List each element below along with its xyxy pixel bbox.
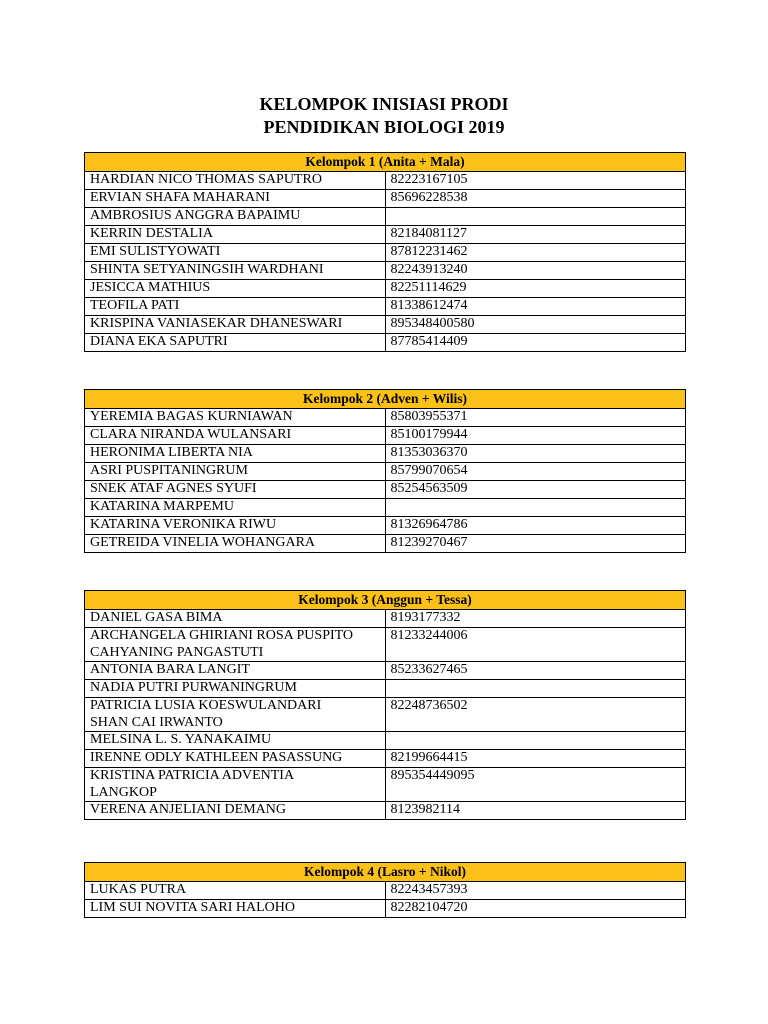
member-phone: 87785414409 — [385, 334, 686, 352]
table-row — [85, 535, 686, 553]
table-row — [85, 427, 686, 445]
page-title — [0, 93, 768, 139]
table-row — [85, 628, 686, 662]
member-name: DIANA EKA SAPUTRI — [85, 334, 386, 352]
title-line-2: PENDIDIKAN BIOLOGI 2019 — [263, 117, 505, 137]
member-name: LIM SUI NOVITA SARI HALOHO — [85, 900, 386, 918]
member-phone: 81353036370 — [385, 445, 686, 463]
member-name: JESICCA MATHIUS — [85, 280, 386, 298]
member-phone: 8123982114 — [385, 802, 686, 820]
table-row — [85, 190, 686, 208]
member-name: ARCHANGELA GHIRIANI ROSA PUSPITO CAHYANING PANGASTUTI — [85, 628, 386, 662]
member-phone: 87812231462 — [385, 244, 686, 262]
group-header-row — [85, 591, 686, 610]
member-phone — [385, 208, 686, 226]
member-phone: 82223167105 — [385, 172, 686, 190]
member-phone: 85696228538 — [385, 190, 686, 208]
table-row — [85, 262, 686, 280]
member-phone: 895354449095 — [385, 768, 686, 802]
table-row — [85, 610, 686, 628]
member-phone — [385, 680, 686, 698]
group-header-row — [85, 863, 686, 882]
group-table-1 — [84, 152, 686, 352]
table-row — [85, 226, 686, 244]
member-name: VERENA ANJELIANI DEMANG — [85, 802, 386, 820]
table-row — [85, 732, 686, 750]
group-header-row — [85, 153, 686, 172]
table-row — [85, 244, 686, 262]
member-name: ERVIAN SHAFA MAHARANI — [85, 190, 386, 208]
member-phone: 895348400580 — [385, 316, 686, 334]
member-name: KATARINA MARPEMU — [85, 499, 386, 517]
table-row — [85, 882, 686, 900]
table-row — [85, 680, 686, 698]
group-header: Kelompok 4 (Lasro + Nikol) — [85, 863, 686, 882]
member-phone: 85100179944 — [385, 427, 686, 445]
member-name: KERRIN DESTALIA — [85, 226, 386, 244]
group-header: Kelompok 3 (Anggun + Tessa) — [85, 591, 686, 610]
member-phone: 85254563509 — [385, 481, 686, 499]
member-phone: 82282104720 — [385, 900, 686, 918]
title-line-1: KELOMPOK INISIASI PRODI — [259, 94, 509, 114]
member-name: PATRICIA LUSIA KOESWULANDARI SHAN CAI IRWANTO — [85, 698, 386, 732]
member-name: GETREIDA VINELIA WOHANGARA — [85, 535, 386, 553]
table-row — [85, 698, 686, 732]
table-row — [85, 298, 686, 316]
group-header: Kelompok 1 (Anita + Mala) — [85, 153, 686, 172]
member-phone: 82184081127 — [385, 226, 686, 244]
table-row — [85, 900, 686, 918]
table-row — [85, 409, 686, 427]
member-name: KATARINA VERONIKA RIWU — [85, 517, 386, 535]
member-phone: 81338612474 — [385, 298, 686, 316]
member-name: SNEK ATAF AGNES SYUFI — [85, 481, 386, 499]
table-row — [85, 481, 686, 499]
member-name: KRISPINA VANIASEKAR DHANESWARI — [85, 316, 386, 334]
group-table-2 — [84, 389, 686, 553]
member-phone: 8193177332 — [385, 610, 686, 628]
group-table-4 — [84, 862, 686, 918]
member-phone: 85233627465 — [385, 662, 686, 680]
group-table-3 — [84, 590, 686, 820]
table-row — [85, 517, 686, 535]
member-name: HARDIAN NICO THOMAS SAPUTRO — [85, 172, 386, 190]
member-name: IRENNE ODLY KATHLEEN PASASSUNG — [85, 750, 386, 768]
table-row — [85, 499, 686, 517]
member-name: DANIEL GASA BIMA — [85, 610, 386, 628]
table-row — [85, 208, 686, 226]
table-row — [85, 750, 686, 768]
table-row — [85, 463, 686, 481]
member-name: YEREMIA BAGAS KURNIAWAN — [85, 409, 386, 427]
member-phone: 82243913240 — [385, 262, 686, 280]
member-phone: 81239270467 — [385, 535, 686, 553]
member-phone: 82243457393 — [385, 882, 686, 900]
member-phone: 82251114629 — [385, 280, 686, 298]
member-name: CLARA NIRANDA WULANSARI — [85, 427, 386, 445]
table-row — [85, 445, 686, 463]
member-name: ASRI PUSPITANINGRUM — [85, 463, 386, 481]
table-row — [85, 280, 686, 298]
group-header-row — [85, 390, 686, 409]
member-phone: 82248736502 — [385, 698, 686, 732]
member-name: TEOFILA PATI — [85, 298, 386, 316]
table-row — [85, 768, 686, 802]
member-phone: 85799070654 — [385, 463, 686, 481]
member-name: MELSINA L. S. YANAKAIMU — [85, 732, 386, 750]
table-row — [85, 316, 686, 334]
group-header: Kelompok 2 (Adven + Wilis) — [85, 390, 686, 409]
member-phone: 81233244006 — [385, 628, 686, 662]
member-phone — [385, 499, 686, 517]
member-phone: 85803955371 — [385, 409, 686, 427]
member-name: HERONIMA LIBERTA NIA — [85, 445, 386, 463]
table-row — [85, 662, 686, 680]
member-name: KRISTINA PATRICIA ADVENTIA LANGKOP — [85, 768, 386, 802]
member-name: SHINTA SETYANINGSIH WARDHANI — [85, 262, 386, 280]
member-phone: 82199664415 — [385, 750, 686, 768]
member-name: AMBROSIUS ANGGRA BAPAIMU — [85, 208, 386, 226]
member-phone — [385, 732, 686, 750]
member-name: NADIA PUTRI PURWANINGRUM — [85, 680, 386, 698]
table-row — [85, 334, 686, 352]
table-row — [85, 172, 686, 190]
member-phone: 81326964786 — [385, 517, 686, 535]
member-name: EMI SULISTYOWATI — [85, 244, 386, 262]
table-row — [85, 802, 686, 820]
member-name: LUKAS PUTRA — [85, 882, 386, 900]
member-name: ANTONIA BARA LANGIT — [85, 662, 386, 680]
